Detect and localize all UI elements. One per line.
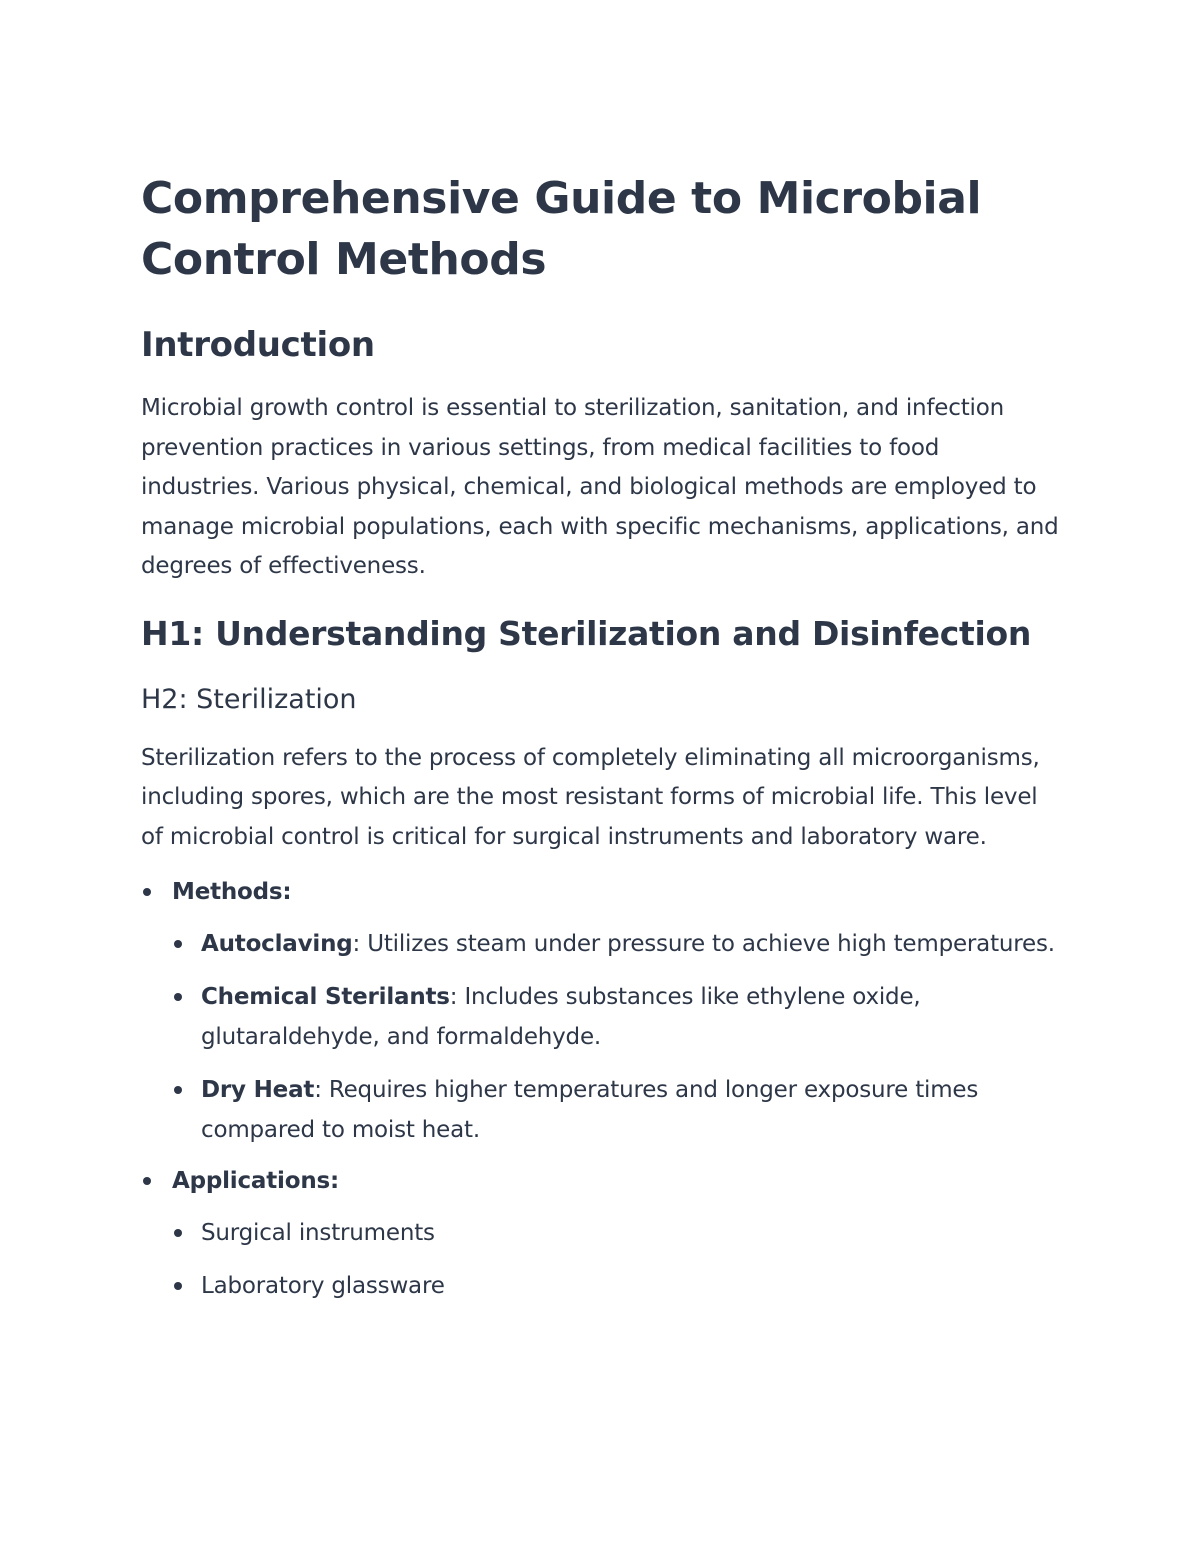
bullet-icon — [143, 1177, 151, 1185]
method-description: : Requires higher temperatures and longer exposure times compared to moist heat. — [201, 1077, 979, 1143]
sterilization-paragraph: Sterilization refers to the process of completely eliminating all microorganisms, including spores, which are the most resistant forms of microbial life. This level of microbial control is critical for surgical instruments and laboratory ware. — [141, 744, 1040, 850]
methods-sublist — [172, 925, 1061, 1151]
method-term: Dry Heat — [201, 1077, 315, 1103]
sterilization-disinfection-heading: H1: Understanding Sterilization and Disinfection — [141, 613, 1032, 653]
document-page — [141, 168, 1061, 1307]
bullet-icon — [174, 940, 182, 948]
method-term: Autoclaving — [201, 930, 353, 957]
application-text: Surgical instruments — [201, 1219, 435, 1246]
introduction-paragraph: Microbial growth control is essential to sterilization, sanitation, and infection prevention practices in various settings, from medical facilities to food industries. Various physical, chemical, and biological methods are employed to manage microbial populations, each with specific mechanisms, applications, and degrees of effectiveness. — [141, 395, 1059, 579]
method-item-autoclaving — [172, 925, 1061, 965]
method-description: : Includes substances like ethylene oxide, glutaraldehyde, and formaldehyde. — [201, 984, 921, 1050]
applications-sublist — [172, 1214, 1061, 1307]
bullet-icon — [174, 1229, 182, 1237]
bullet-icon — [174, 1086, 182, 1094]
applications-label: Applications: — [172, 1168, 339, 1194]
introduction-heading: Introduction — [141, 325, 375, 365]
applications-list-item — [141, 1162, 1061, 1307]
method-item-dry-heat — [172, 1071, 1061, 1150]
methods-label: Methods: — [172, 879, 292, 905]
methods-list-item — [141, 873, 1061, 1150]
method-item-chemical-sterilants — [172, 978, 1061, 1057]
application-item — [172, 1267, 1061, 1307]
method-term: Chemical Sterilants — [201, 984, 450, 1010]
method-description: : Utilizes steam under pressure to achieve high temperatures. — [352, 930, 1055, 957]
application-item — [172, 1214, 1061, 1254]
sterilization-list — [141, 873, 1061, 1307]
application-text: Laboratory glassware — [201, 1273, 445, 1299]
page-title: Comprehensive Guide to Microbial Control Methods — [141, 173, 982, 285]
sterilization-heading: H2: Sterilization — [141, 683, 357, 715]
bullet-icon — [174, 993, 182, 1001]
bullet-icon — [174, 1282, 182, 1290]
bullet-icon — [143, 888, 151, 896]
